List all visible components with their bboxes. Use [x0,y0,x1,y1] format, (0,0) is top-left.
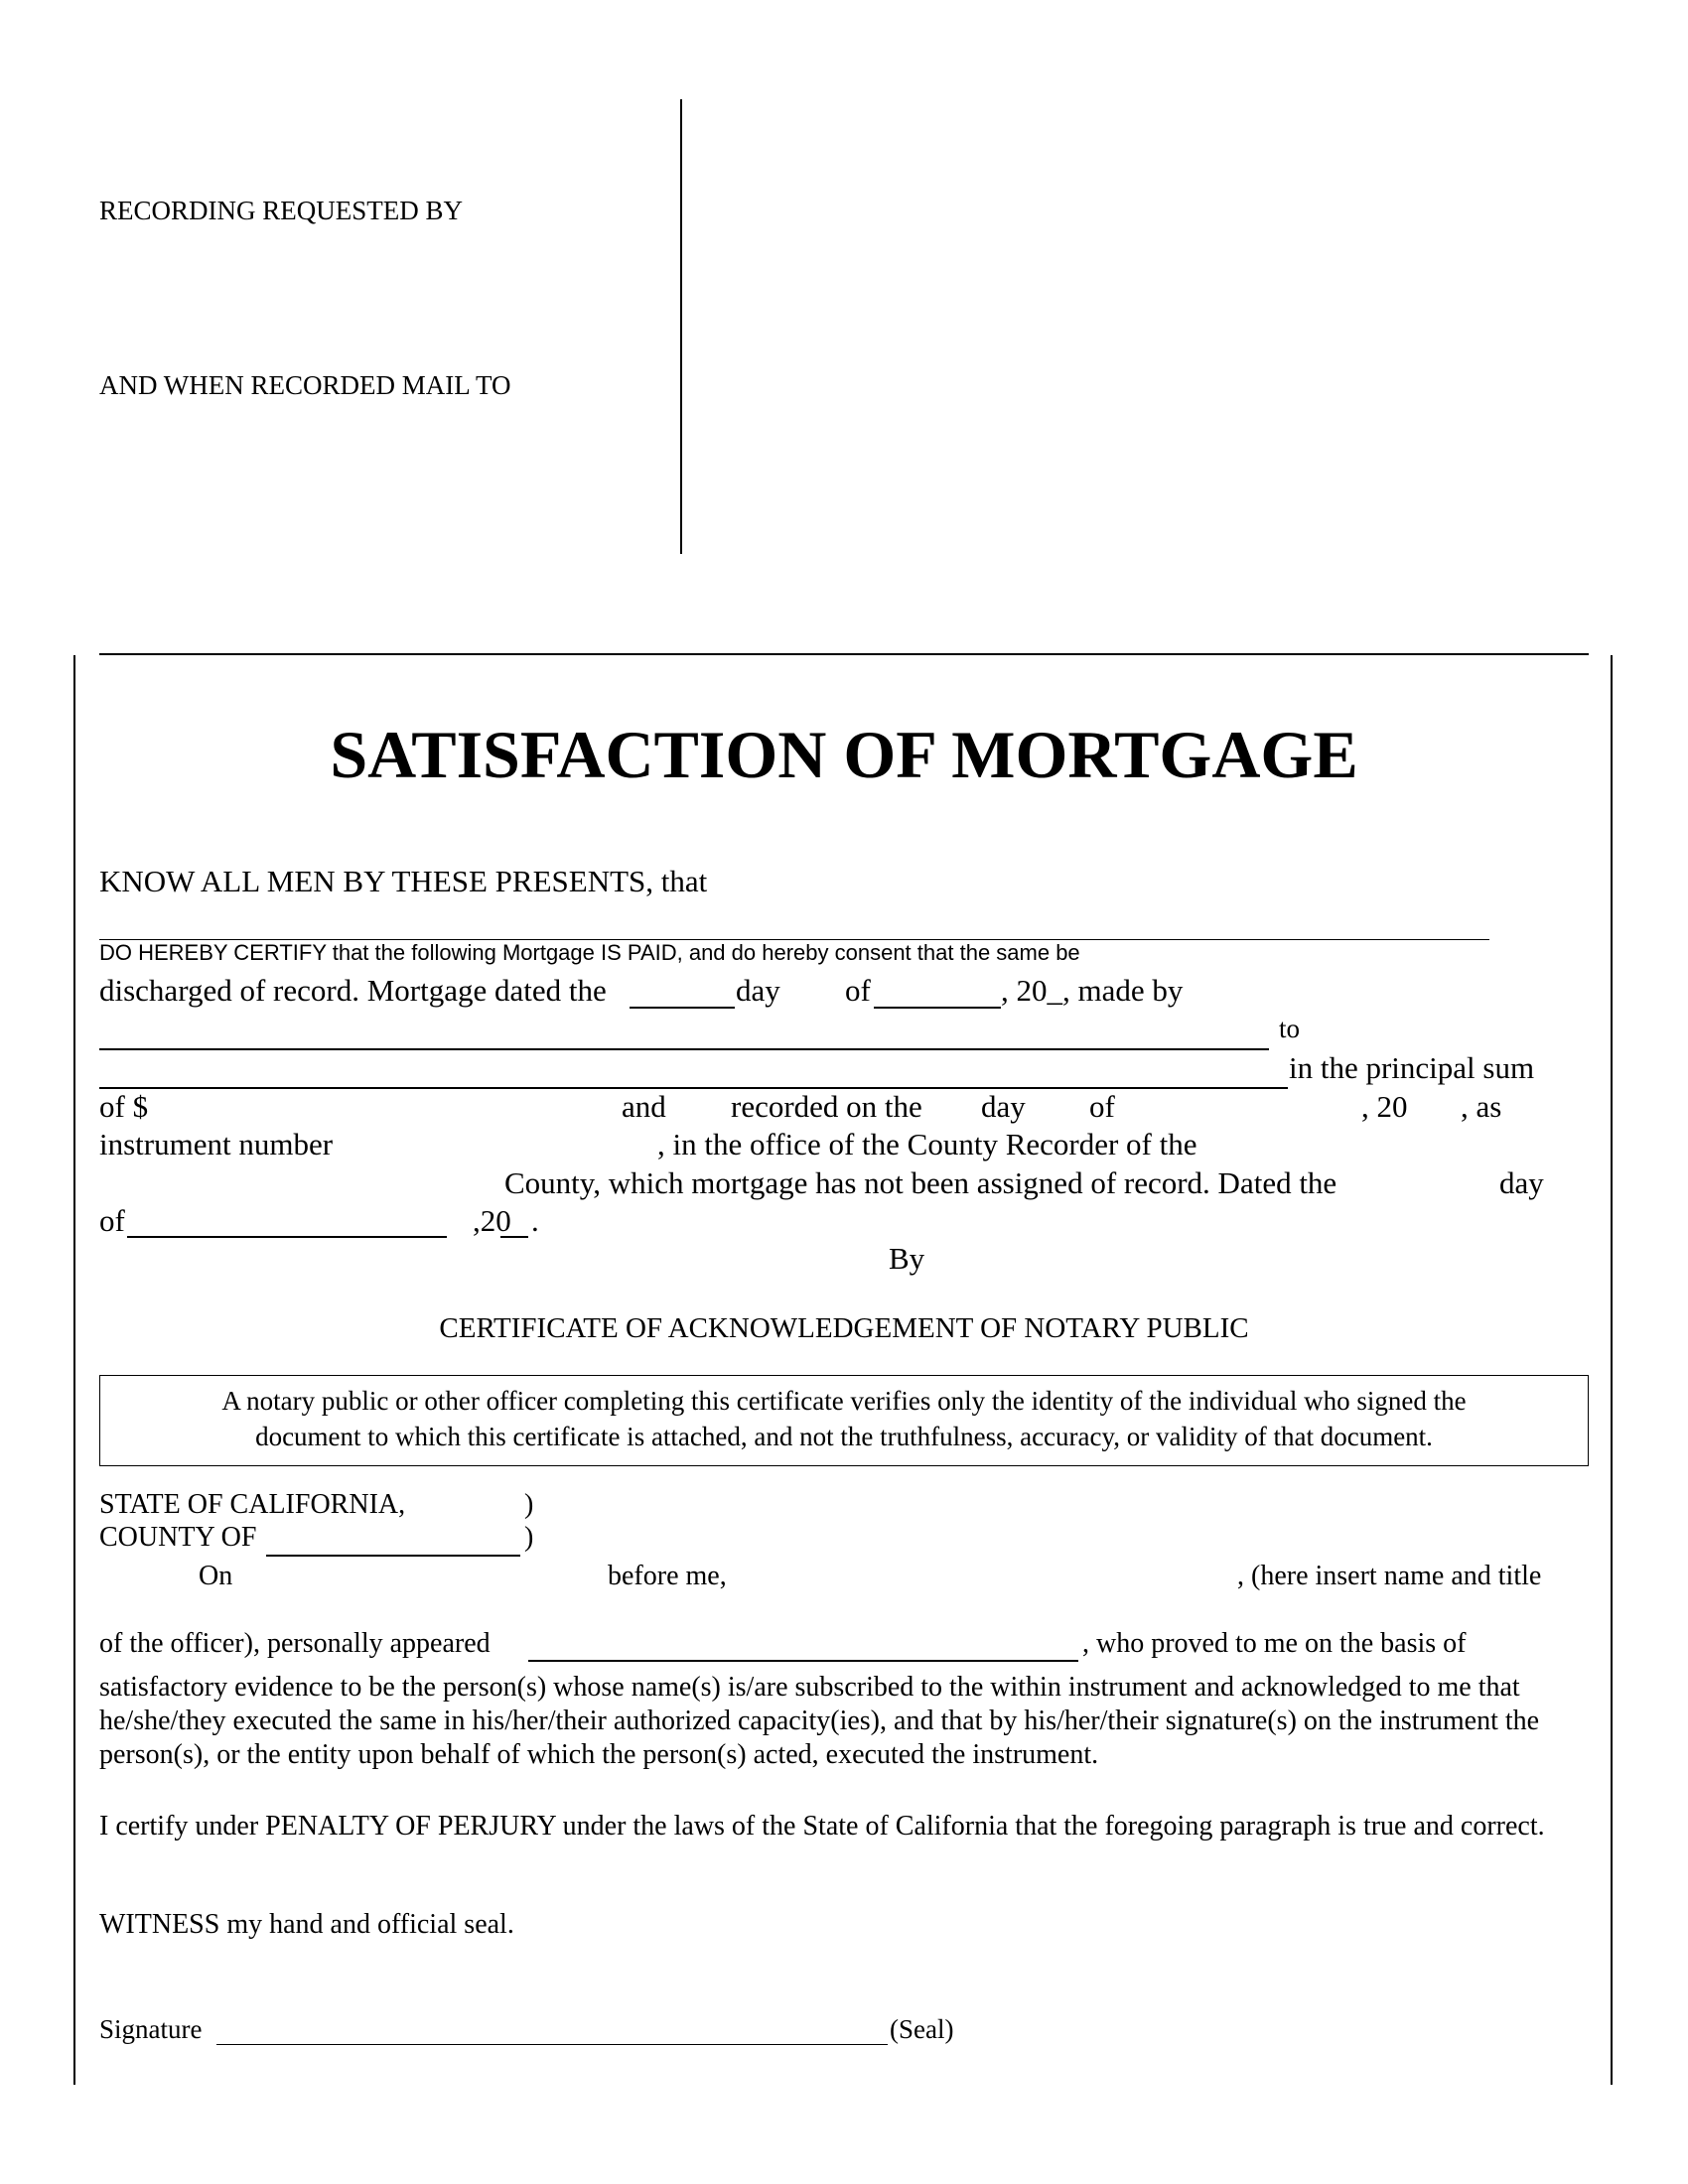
and-label: and [622,1089,666,1124]
signature-label: Signature [99,2014,203,2044]
insert-name-text: , (here insert name and title [1237,1561,1542,1591]
mortgage-day-line[interactable] [630,1007,735,1009]
state-label: STATE OF CALIFORNIA, [99,1489,406,1520]
dated-month-line[interactable] [127,1236,447,1238]
year-made-by-text: , 20_, made by [1001,973,1184,1008]
of-dollar-label: of $ [99,1089,149,1124]
comma-20-end-label: ,20 [473,1203,511,1238]
recorded-on-label: recorded on the [731,1089,922,1124]
signature-line[interactable] [216,2044,888,2045]
before-me-label: before me, [608,1561,727,1591]
period-mark: . [531,1203,539,1238]
left-border [73,655,75,2085]
county-paren: ) [524,1522,534,1553]
page-title: SATISFACTION OF MORTGAGE [330,717,1358,792]
certify-line-text: DO HEREBY CERTIFY that the following Mortgage IS PAID, and do hereby consent that the same be [99,940,1080,965]
county-name-line[interactable] [266,1555,520,1557]
principal-sum-text: in the principal sum [1289,1050,1535,1085]
of-label: of [845,973,871,1008]
day3-label: day [1499,1165,1544,1200]
of3-label: of [99,1203,125,1238]
recording-requested-by-label: RECORDING REQUESTED BY [99,196,464,225]
notice-line-2: document to which this certificate is attached, and not the truthfulness, accuracy, or validity of that document. [255,1422,1433,1451]
day2-label: day [981,1089,1026,1124]
who-proved-text: , who proved to me on the basis of [1082,1628,1467,1659]
appeared-name-line[interactable] [528,1660,1078,1662]
perjury-paragraph: I certify under PENALTY OF PERJURY under the laws of the State of California that the foregoing paragraph is true and correct. [99,1811,1545,1842]
evidence-paragraph: satisfactory evidence to be the person(s) whose name(s) is/are subscribed to the within instrument and acknowledged to me that he/she/they executed the same in his/her/their authorized capacity(ies), and that by his/her/their signature(s) on the instrument the person(s), or the entity upon behalf of which the person(s) acted, executed the instrument. [99,1672,1540,1770]
seal-label: (Seal) [890,2014,954,2044]
witness-text: WITNESS my hand and official seal. [99,1909,514,1940]
county-recorder-text: , in the office of the County Recorder of the [657,1127,1197,1161]
notary-notice-box [99,1375,1589,1466]
county-not-assigned-text: County, which mortgage has not been assigned of record. Dated the [504,1165,1337,1200]
discharged-text: discharged of record. Mortgage dated the [99,973,607,1008]
day-label: day [736,973,780,1008]
comma-as-label: , as [1461,1089,1502,1124]
right-border [1611,655,1613,2085]
mortgage-month-line[interactable] [874,1007,1001,1009]
state-paren: ) [524,1489,534,1520]
of-officer-text: of the officer), personally appeared [99,1628,491,1659]
know-all-men-text: KNOW ALL MEN BY THESE PRESENTS, that [99,864,708,898]
when-recorded-mail-to-label: AND WHEN RECORDED MAIL TO [99,370,511,400]
top-rule [99,653,1589,655]
instrument-number-label: instrument number [99,1127,334,1161]
dated-year-line[interactable] [500,1236,528,1238]
on-label: On [199,1561,233,1591]
of2-label: of [1089,1089,1115,1124]
header-divider [680,99,682,554]
notary-heading: CERTIFICATE OF ACKNOWLEDGEMENT OF NOTARY PUBLIC [439,1312,1249,1344]
mortgagor-line[interactable] [99,1048,1269,1050]
by-label: By [889,1241,925,1276]
to-label: to [1279,1014,1301,1043]
comma-20-label: , 20 [1361,1089,1408,1124]
county-of-label: COUNTY OF [99,1522,257,1553]
notice-line-1: A notary public or other officer completing this certificate verifies only the identity of the individual who signed the [221,1386,1467,1416]
